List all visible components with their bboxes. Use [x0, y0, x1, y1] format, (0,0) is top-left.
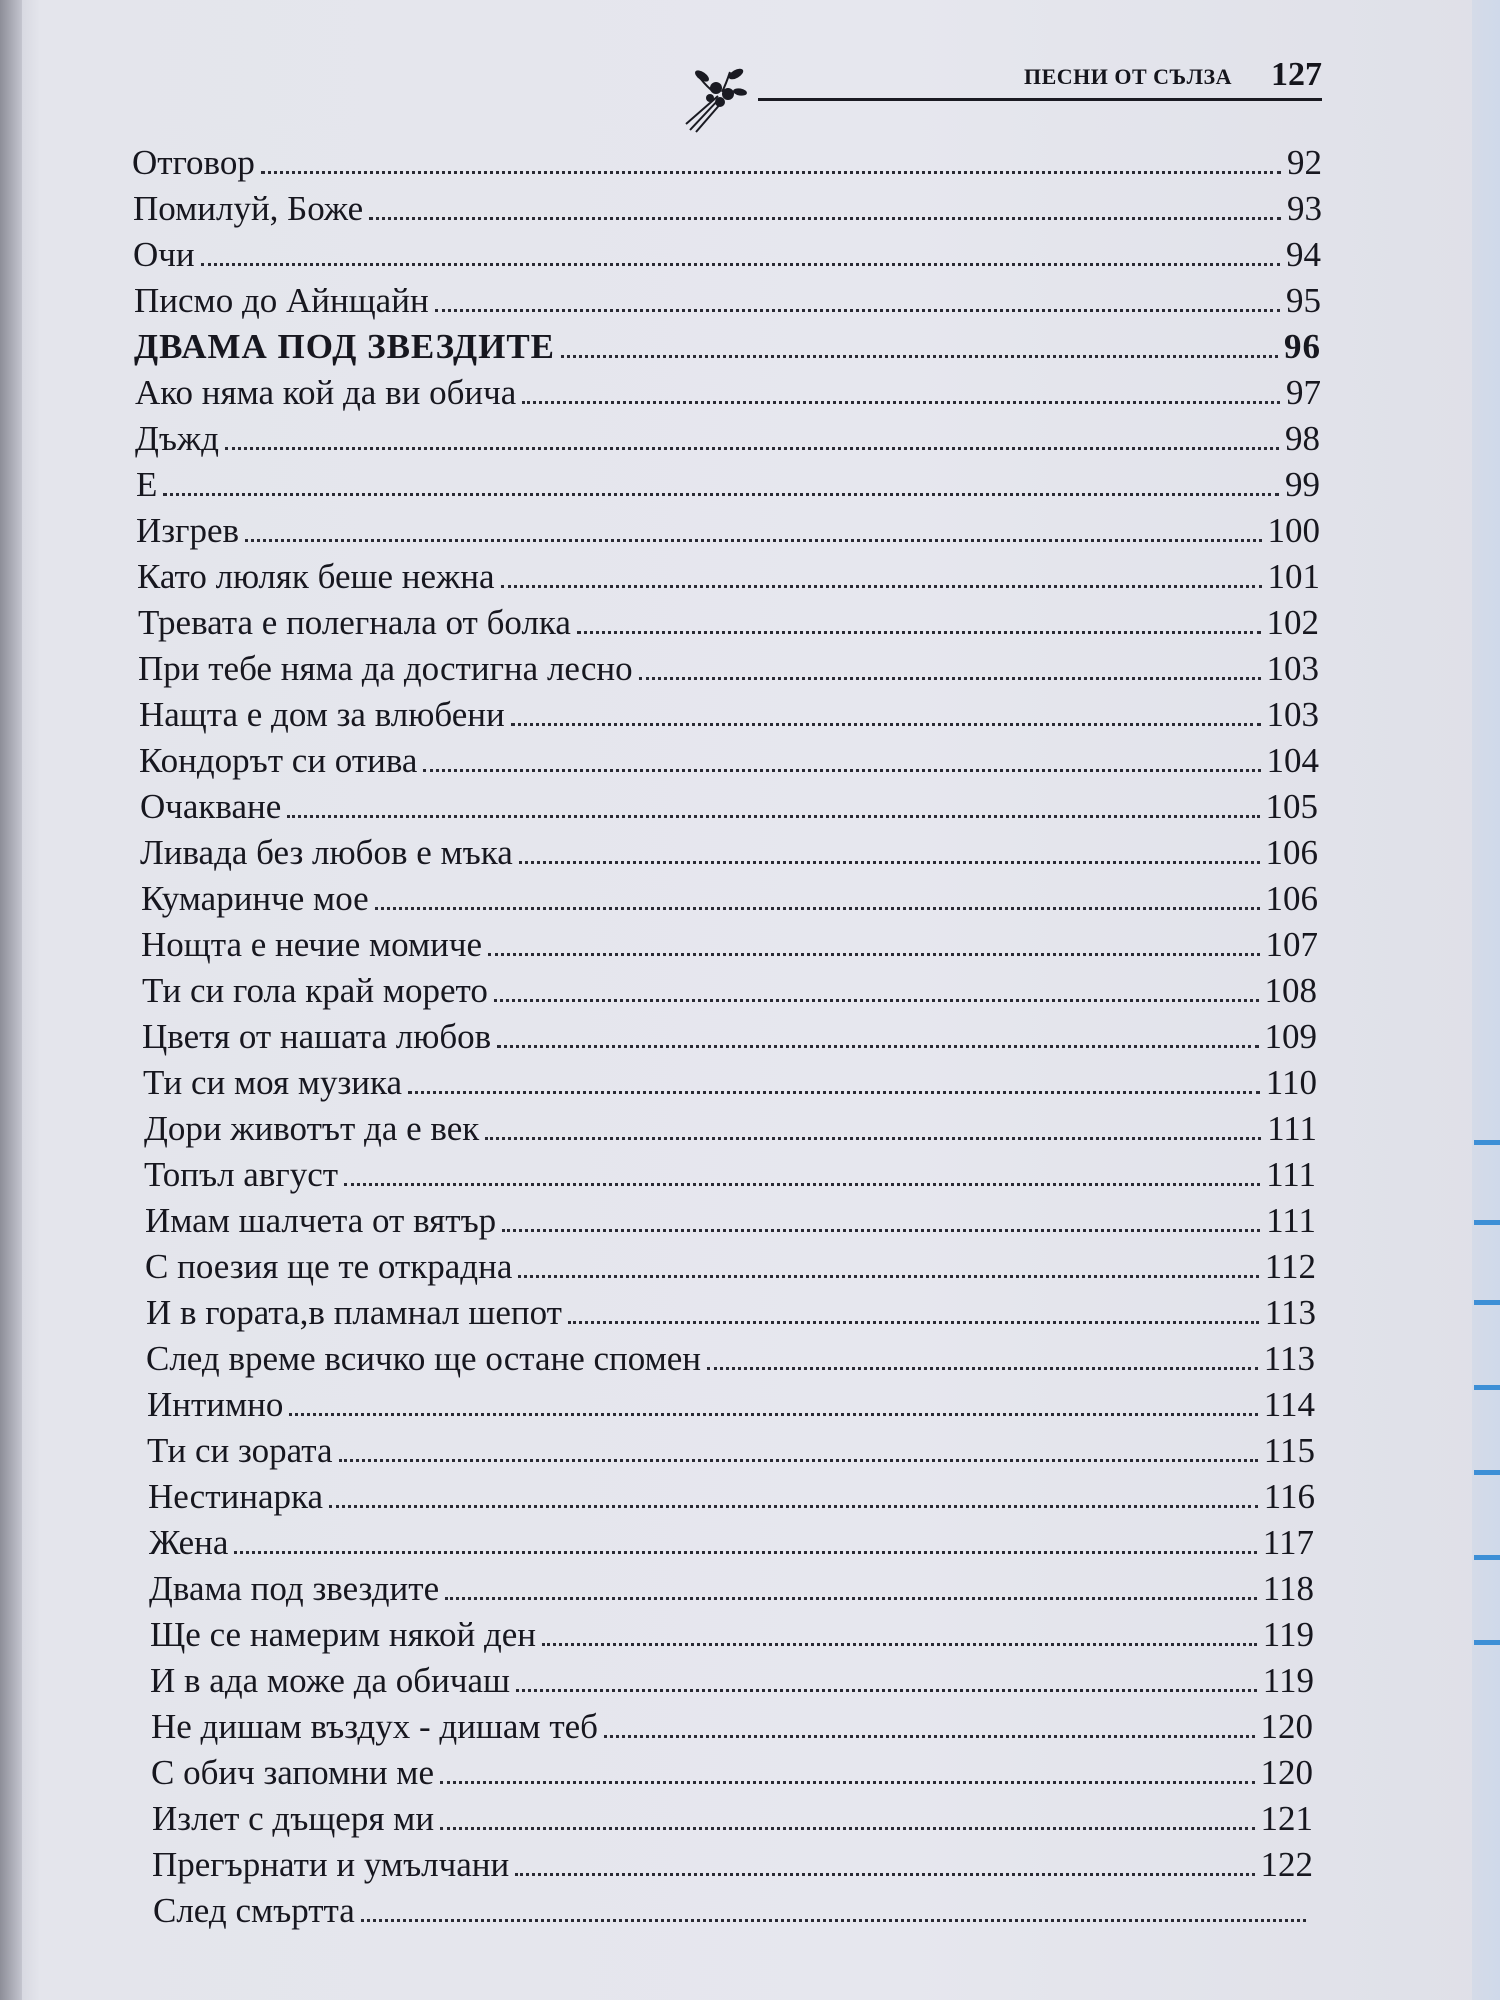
toc-leader-dots: [516, 1689, 1257, 1692]
toc-entry: [149, 1522, 1314, 1564]
toc-entry-page: 112: [1264, 1247, 1316, 1286]
toc-entry: [150, 1614, 1314, 1656]
toc-entry-page: 104: [1266, 741, 1319, 780]
toc-entry-title: Двама под звездите: [149, 1569, 440, 1608]
toc-entry-title: ДВАМА ПОД ЗВЕЗДИТЕ: [134, 327, 556, 366]
toc-entry-title: Интимно: [147, 1385, 284, 1424]
toc-entry: [149, 1568, 1314, 1610]
toc-entry: [145, 1246, 1316, 1288]
toc-entry-title: Изгрев: [136, 511, 240, 550]
toc-leader-dots: [494, 999, 1259, 1002]
toc-entry-page: 119: [1262, 1615, 1314, 1654]
toc-leader-dots: [488, 953, 1259, 956]
toc-entry-page: 117: [1262, 1523, 1314, 1562]
toc-entry-page: 118: [1262, 1569, 1314, 1608]
toc-entry-page: 106: [1265, 833, 1318, 872]
toc-entry-title: Нестинарка: [148, 1477, 324, 1516]
toc-leader-dots: [440, 1827, 1254, 1830]
toc-entry-page: 116: [1263, 1477, 1315, 1516]
toc-entry: [142, 970, 1317, 1012]
toc-entry-page: 101: [1267, 557, 1320, 596]
toc-entry-page: 102: [1266, 603, 1319, 642]
running-header-title: ПЕСНИ ОТ СЪЛЗА: [1023, 64, 1232, 89]
toc-entry: [147, 1430, 1315, 1472]
toc-leader-dots: [568, 1321, 1259, 1324]
toc-entry: [133, 188, 1322, 230]
toc-entry-page: 107: [1265, 925, 1318, 964]
toc-entry: [143, 1062, 1317, 1104]
toc-leader-dots: [707, 1367, 1258, 1370]
toc-entry-page: 106: [1265, 879, 1318, 918]
toc-entry-title: Е: [136, 465, 158, 504]
toc-entry-page: 111: [1267, 1109, 1317, 1148]
toc-entry: [140, 832, 1318, 874]
toc-entry-title: Ливада без любов е мъка: [140, 833, 513, 872]
toc-entry: [144, 1108, 1317, 1150]
toc-entry: [153, 1890, 1312, 1932]
toc-entry: [151, 1706, 1313, 1748]
toc-entry-title: Топъл август: [144, 1155, 339, 1194]
toc-entry-title: Очакване: [140, 787, 282, 826]
toc-entry-title: Жена: [149, 1523, 229, 1562]
toc-entry-title: Прегърнати и умълчани: [152, 1845, 510, 1884]
toc-entry: [146, 1292, 1316, 1334]
toc-entry-page: 97: [1286, 373, 1321, 412]
toc-entry-page: 111: [1266, 1201, 1316, 1240]
toc-entry: [138, 648, 1319, 690]
toc-entry-title: Дори животът да е век: [144, 1109, 480, 1148]
toc-leader-dots: [339, 1459, 1258, 1462]
toc-leader-dots: [369, 217, 1281, 220]
toc-entry-page: 100: [1267, 511, 1320, 550]
toc-leader-dots: [440, 1781, 1255, 1784]
toc-entry-page: 113: [1263, 1339, 1315, 1378]
toc-entry-title: С обич запомни ме: [151, 1753, 434, 1792]
toc-leader-dots: [542, 1643, 1257, 1646]
toc-leader-dots: [445, 1597, 1257, 1600]
toc-entry-page: 105: [1265, 787, 1318, 826]
toc-leader-dots: [435, 309, 1280, 312]
toc-entry-title: Ти си зората: [147, 1431, 333, 1470]
toc-entry-page: 115: [1263, 1431, 1315, 1470]
toc-entry: [145, 1200, 1316, 1242]
toc-entry-title: И в ада може да обичаш: [150, 1661, 510, 1700]
toc-leader-dots: [361, 1919, 1306, 1922]
toc-leader-dots: [502, 1229, 1260, 1232]
toc-leader-dots: [501, 585, 1262, 588]
toc-leader-dots: [408, 1091, 1260, 1094]
toc-entry-title: Ще се намерим някой ден: [150, 1615, 537, 1654]
toc-entry-page: 119: [1262, 1661, 1314, 1700]
toc-entry: [151, 1752, 1313, 1794]
toc-entry: [136, 510, 1320, 552]
toc-entry: [139, 694, 1319, 736]
toc-entry-title: Кондорът си отива: [139, 741, 418, 780]
toc-entry-title: Цветя от нашата любов: [142, 1017, 492, 1056]
toc-entry-page: 92: [1287, 143, 1322, 182]
toc-leader-dots: [201, 263, 1280, 266]
toc-leader-dots: [329, 1505, 1258, 1508]
toc-entry-page: 99: [1285, 465, 1320, 504]
toc-leader-dots: [497, 1045, 1258, 1048]
toc-entry-title: Не дишам въздух - дишам теб: [151, 1707, 598, 1746]
toc-entry-title: При тебе няма да достигна лесно: [138, 649, 633, 688]
toc-entry-page: 122: [1260, 1845, 1313, 1884]
toc-entry-title: Ти си гола край морето: [142, 971, 488, 1010]
toc-entry: [135, 418, 1320, 460]
toc-entry: [152, 1798, 1313, 1840]
toc-entry-page: 121: [1260, 1799, 1313, 1838]
toc-entry: [152, 1844, 1313, 1886]
toc-entry-title: Имам шалчета от вятър: [145, 1201, 497, 1240]
toc-leader-dots: [639, 677, 1261, 680]
toc-entry-title: Отговор: [132, 143, 255, 182]
toc-entry-title: Помилуй, Боже: [133, 189, 364, 228]
toc-entry: [135, 372, 1321, 414]
toc-entry: [134, 280, 1321, 322]
toc-leader-dots: [289, 1413, 1257, 1416]
toc-entry-title: Излет с дъщеря ми: [152, 1799, 435, 1838]
toc-entry-title: След смъртта: [153, 1891, 355, 1930]
toc-entry-title: Дъжд: [135, 419, 219, 458]
toc-entry-title: Нощта е нечие момиче: [141, 925, 483, 964]
toc-leader-dots: [515, 1873, 1254, 1876]
toc-entry-page: 96: [1284, 327, 1321, 366]
toc-entry-page: 95: [1286, 281, 1321, 320]
toc-entry-page: 94: [1286, 235, 1321, 274]
toc-leader-dots: [604, 1735, 1255, 1738]
toc-entry-page: 110: [1265, 1063, 1317, 1102]
toc-entry: [138, 602, 1319, 644]
toc-leader-dots: [344, 1183, 1260, 1186]
toc-entry-page: 93: [1287, 189, 1322, 228]
toc-leader-dots: [261, 171, 1281, 174]
toc-entry-title: След време всичко ще остане спомен: [146, 1339, 702, 1378]
toc-leader-dots: [163, 493, 1279, 496]
toc-entry-title: С поезия ще те открадна: [145, 1247, 513, 1286]
toc-entry-page: 109: [1264, 1017, 1317, 1056]
toc-entry: [147, 1384, 1315, 1426]
toc-leader-dots: [519, 861, 1260, 864]
toc-entry: [137, 556, 1320, 598]
toc-entry-page: 108: [1264, 971, 1317, 1010]
toc-entry: [136, 464, 1320, 506]
toc-leader-dots: [577, 631, 1261, 634]
toc-leader-dots: [522, 401, 1280, 404]
toc-entry-title: И в гората,в пламнал шепот: [146, 1293, 562, 1332]
toc-entry-title: Очи: [133, 235, 195, 274]
toc-entry-page: 103: [1266, 695, 1319, 734]
toc-leader-dots: [485, 1137, 1261, 1140]
toc-leader-dots: [225, 447, 1279, 450]
toc-entry-title: Кумаринче мое: [141, 879, 369, 918]
toc-entry: [146, 1338, 1315, 1380]
toc-entry: [141, 924, 1318, 966]
toc-entry-page: 114: [1263, 1385, 1315, 1424]
toc-entry: [142, 1016, 1317, 1058]
toc-leader-dots: [245, 539, 1261, 542]
toc-entry: [139, 740, 1319, 782]
toc-entry-title: Писмо до Айнщайн: [134, 281, 429, 320]
toc-entry-title: Ти си моя музика: [143, 1063, 403, 1102]
toc-entry-page: 113: [1264, 1293, 1316, 1332]
toc-entry-title: Нащта е дом за влюбени: [139, 695, 505, 734]
page-number: 127: [1271, 56, 1322, 93]
toc-entry-page: 120: [1260, 1707, 1313, 1746]
toc-leader-dots: [287, 815, 1259, 818]
toc-leader-dots: [561, 355, 1278, 358]
toc-section-heading: [134, 326, 1321, 368]
toc-entry-page: 111: [1266, 1155, 1316, 1194]
toc-entry-page: 103: [1266, 649, 1319, 688]
toc-leader-dots: [234, 1551, 1256, 1554]
toc-leader-dots: [375, 907, 1260, 910]
toc-entry-page: 120: [1260, 1753, 1313, 1792]
toc-entry: [150, 1660, 1314, 1702]
toc-entry-title: Като люляк беше нежна: [137, 557, 495, 596]
toc-entry-page: 98: [1285, 419, 1320, 458]
toc-leader-dots: [518, 1275, 1258, 1278]
toc-entry: [144, 1154, 1316, 1196]
toc-entry-title: Ако няма кой да ви обича: [135, 373, 517, 412]
toc-entry: [140, 786, 1318, 828]
toc-entry-title: Тревата е полегнала от болка: [138, 603, 571, 642]
toc-leader-dots: [423, 769, 1260, 772]
toc-leader-dots: [511, 723, 1261, 726]
toc-entry: [133, 234, 1321, 276]
toc-entry: [141, 878, 1318, 920]
toc-entry: [132, 142, 1322, 184]
toc-entry: [148, 1476, 1315, 1518]
